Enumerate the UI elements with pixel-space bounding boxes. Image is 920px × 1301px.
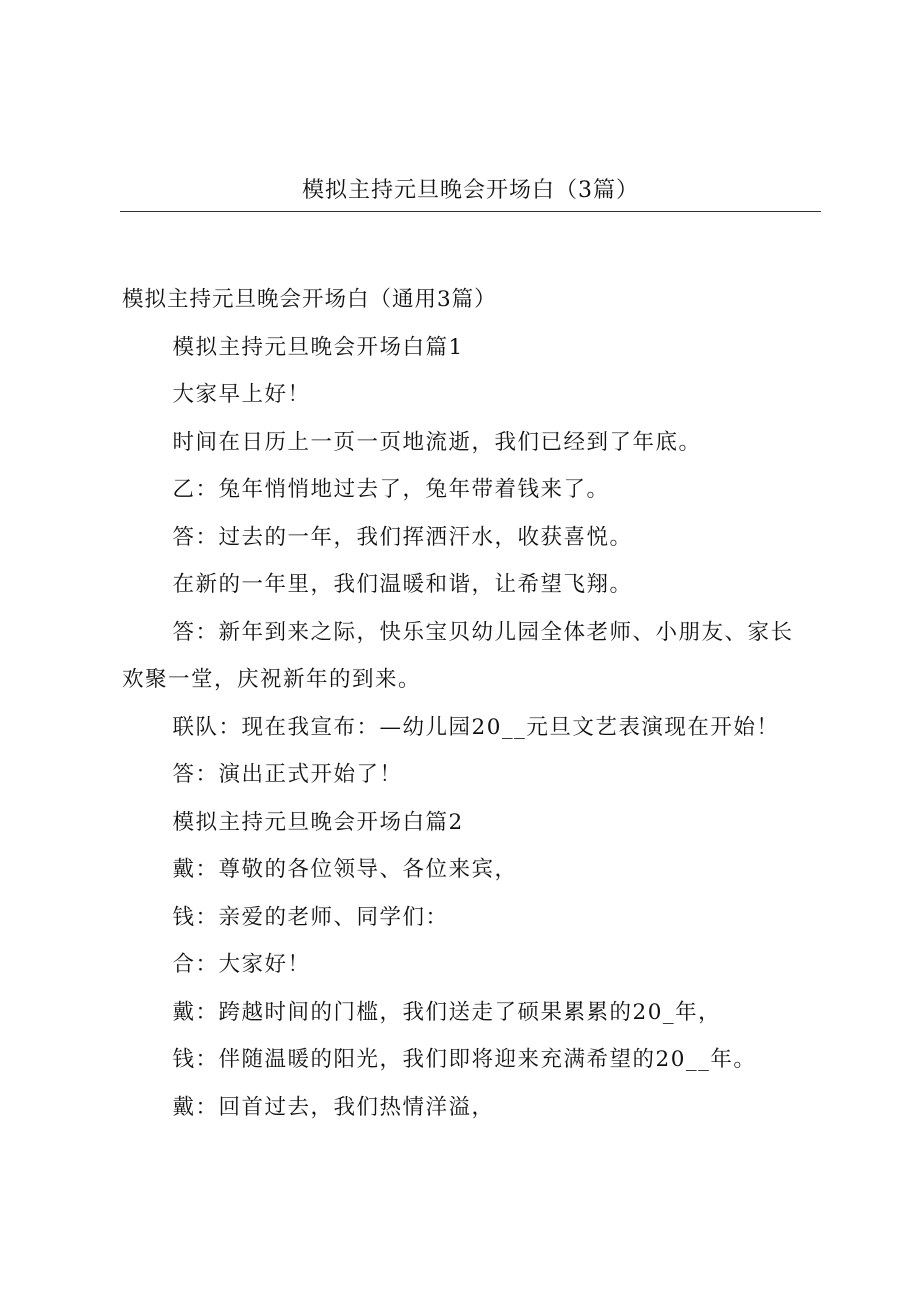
paragraph: 答：演出正式开始了！ <box>172 762 403 787</box>
paragraph: 钱：伴随温暖的阳光，我们即将迎来充满希望的20__年。 <box>172 1047 757 1072</box>
paragraph: 答：新年到来之际，快乐宝贝幼儿园全体老师、小朋友、家长欢聚一堂，庆祝新年的到来。 <box>122 619 794 692</box>
paragraph-section-heading: 模拟主持元旦晚会开场白篇1 <box>172 334 464 360</box>
paragraph: 戴：跨越时间的门槛，我们送走了硕果累累的20_年， <box>172 999 722 1025</box>
paragraph: 钱：亲爱的老师、同学们： <box>172 904 449 930</box>
paragraph: 答：过去的一年，我们挥洒汗水，收获喜悦。 <box>172 524 633 550</box>
document-body <box>122 276 812 1131</box>
paragraph: 戴：回首过去，我们热情洋溢， <box>172 1094 495 1120</box>
paragraph: 时间在日历上一页一页地流逝，我们已经到了年底。 <box>172 429 702 455</box>
paragraph: 戴：尊敬的各位领导、各位来宾， <box>172 857 518 882</box>
paragraph: 在新的一年里，我们温暖和谐，让希望飞翔。 <box>172 572 633 597</box>
paragraph: 合：大家好！ <box>172 952 311 977</box>
document-title: 模拟主持元旦晚会开场白（3篇） <box>302 178 639 203</box>
paragraph: 联队：现在我宣布：—幼儿园20__元旦文艺表演现在开始！ <box>172 714 780 740</box>
paragraph: 乙：兔年悄悄地过去了，兔年带着钱来了。 <box>172 477 610 502</box>
paragraph-section-heading: 模拟主持元旦晚会开场白篇2 <box>172 809 464 835</box>
paragraph: 大家早上好！ <box>172 382 311 407</box>
paragraph-subtitle: 模拟主持元旦晚会开场白（通用3篇） <box>122 287 497 312</box>
title-underline <box>120 211 821 212</box>
